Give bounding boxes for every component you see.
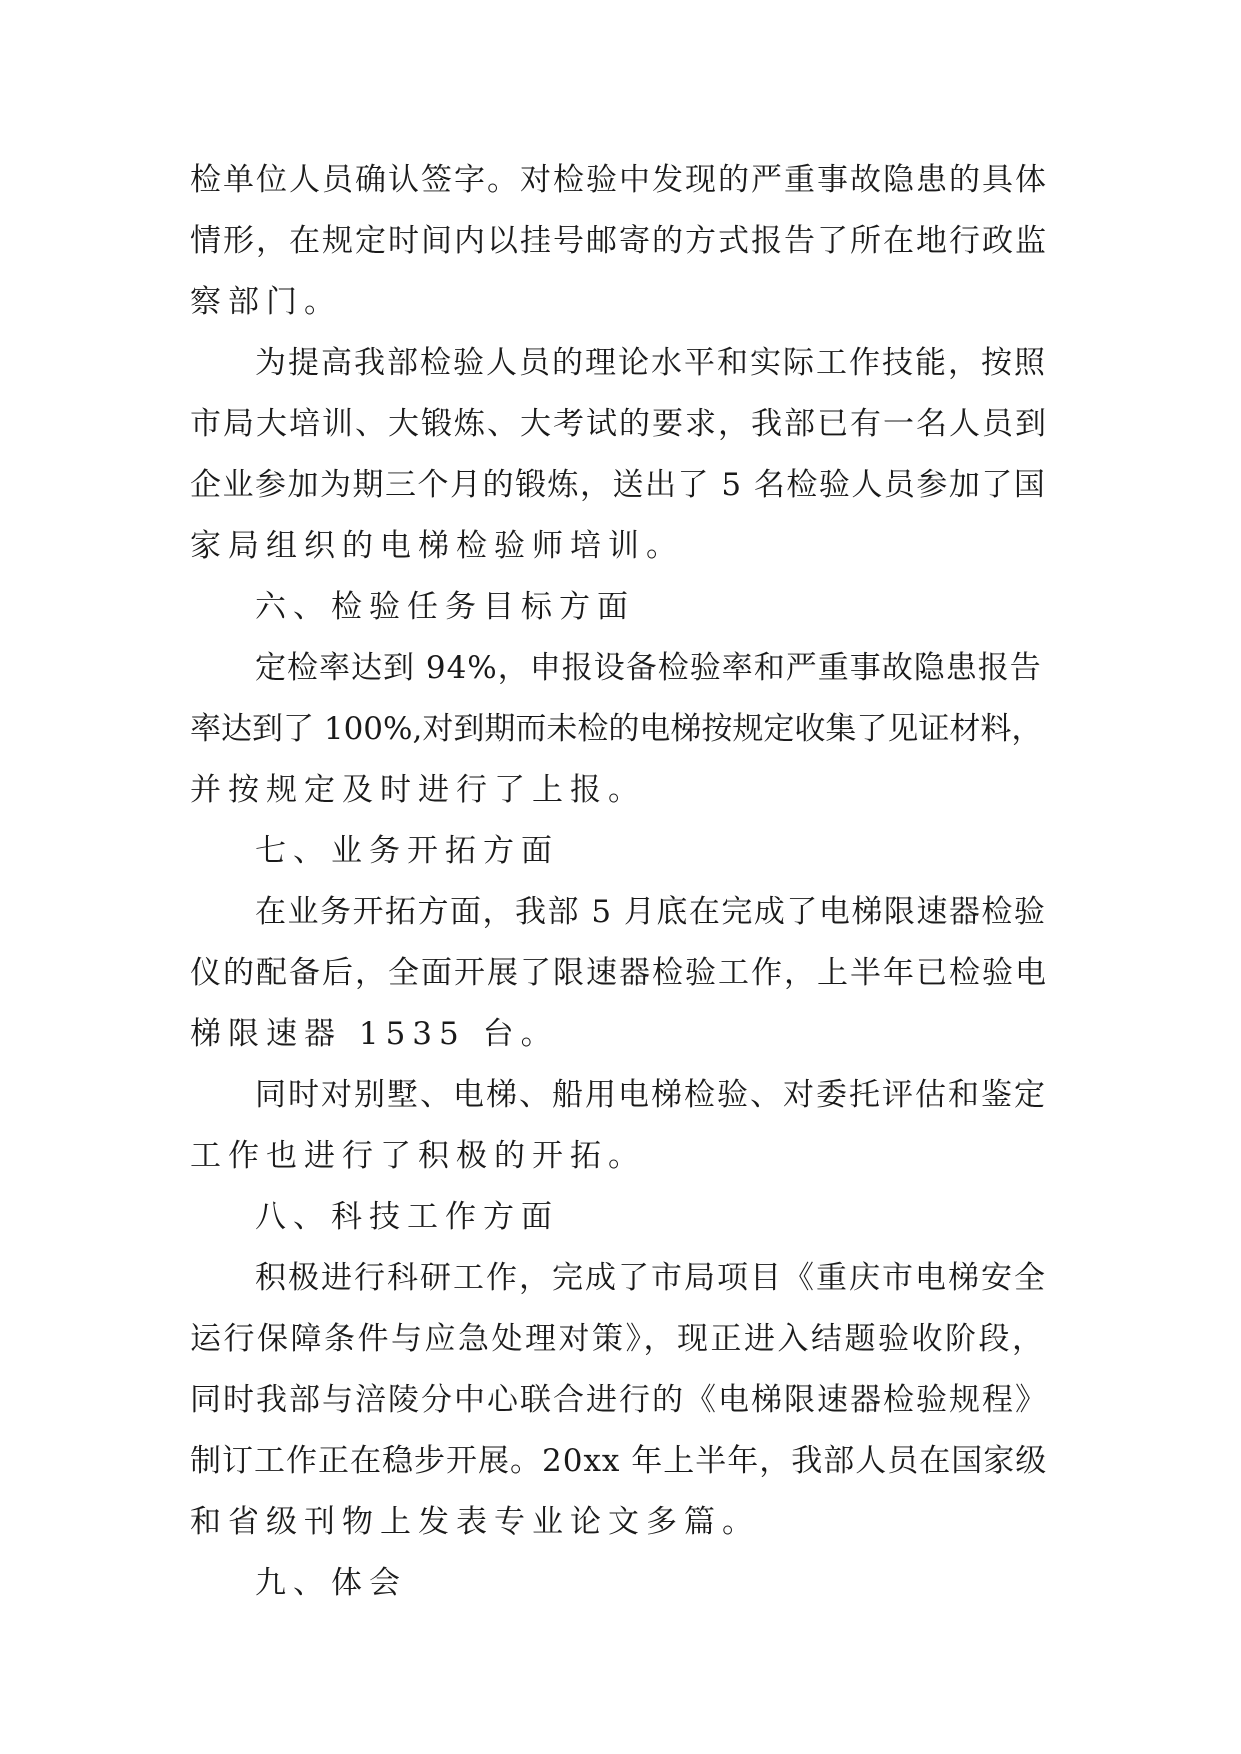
paragraph-start-line: 为提高我部检验人员的理论水平和实际工作技能，按照 <box>255 345 1047 381</box>
text-line: 并按规定及时进行了上报。 <box>190 772 646 808</box>
text-line: 和省级刊物上发表专业论文多篇。 <box>190 1504 760 1540</box>
text-line: 情形，在规定时间内以挂号邮寄的方式报告了所在地行政监 <box>190 223 1048 259</box>
paragraph-start-line: 定检率达到 94%，申报设备检验率和严重事故隐患报告 <box>255 650 1042 686</box>
text-line: 仪的配备后，全面开展了限速器检验工作，上半年已检验电 <box>190 955 1048 991</box>
text-line: 梯限速器 1535 台。 <box>190 1016 559 1052</box>
section-heading: 九、体会 <box>255 1565 407 1601</box>
text-line: 市局大培训、大锻炼、大考试的要求，我部已有一名人员到 <box>190 406 1048 442</box>
text-line: 家局组织的电梯检验师培训。 <box>190 528 684 564</box>
text-line: 察部门。 <box>190 284 342 320</box>
paragraph-start-line: 在业务开拓方面，我部 5 月底在完成了电梯限速器检验 <box>255 894 1047 930</box>
text-line: 制订工作正在稳步开展。20xx 年上半年，我部人员在国家级 <box>190 1443 1048 1479</box>
text-line: 率达到了 100%,对到期而未检的电梯按规定收集了见证材料， <box>190 711 1043 747</box>
section-heading: 七、业务开拓方面 <box>255 833 559 869</box>
text-line: 企业参加为期三个月的锻炼，送出了 5 名检验人员参加了国 <box>190 467 1047 503</box>
section-heading: 六、检验任务目标方面 <box>255 589 635 625</box>
paragraph-start-line: 积极进行科研工作，完成了市局项目《重庆市电梯安全 <box>255 1260 1047 1296</box>
text-line: 同时我部与涪陵分中心联合进行的《电梯限速器检验规程》 <box>190 1382 1048 1418</box>
text-line: 检单位人员确认签字。对检验中发现的严重事故隐患的具体 <box>190 162 1048 198</box>
text-line: 运行保障条件与应急处理对策》，现正进入结题验收阶段， <box>190 1321 1046 1357</box>
paragraph-start-line: 同时对别墅、电梯、船用电梯检验、对委托评估和鉴定 <box>255 1077 1047 1113</box>
text-line: 工作也进行了积极的开拓。 <box>190 1138 646 1174</box>
section-heading: 八、科技工作方面 <box>255 1199 559 1235</box>
